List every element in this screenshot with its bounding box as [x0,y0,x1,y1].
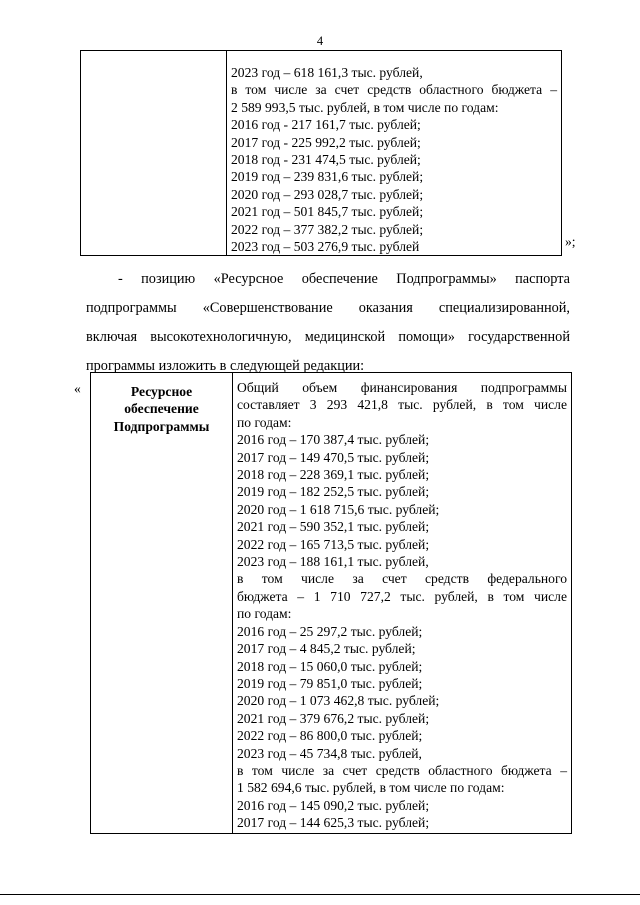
top-table-content-cell [231,64,557,255]
table-line: 2018 год - 231 474,5 тыс. рублей; [231,152,421,168]
table-line: 2023 год – 618 161,3 тыс. рублей, [231,65,423,80]
table-line: 2023 год – 188 161,1 тыс. рублей, [237,554,429,570]
top-table [80,50,562,256]
table-line: 2017 год – 144 625,3 тыс. рублей; [237,815,430,831]
table-line: 1 582 694,6 тыс. рублей, в том числе по годам: [237,780,505,796]
table-line: 2017 год – 4 845,2 тыс. рублей; [237,641,416,657]
table-line: 2018 год – 228 369,1 тыс. рублей; [237,467,430,483]
table-line: 2020 год – 1 073 462,8 тыс. рублей; [237,693,440,709]
row-label-line: Подпрограммы [113,418,210,434]
row-label [91,383,232,435]
table-line: в том числе за счет средств областного бюджета – [237,762,567,778]
closing-quote-mark: »; [565,234,576,249]
amendment-paragraph [86,265,570,381]
table-line: 2017 год - 225 992,2 тыс. рублей; [231,134,421,150]
table-line: в том числе за счет средств федерального [237,571,567,587]
table-line: 2023 год – 45 734,8 тыс. рублей, [237,745,422,761]
table-line: 2021 год – 501 845,7 тыс. рублей; [231,204,424,220]
table-line: 2022 год – 165 713,5 тыс. рублей; [237,536,430,552]
table-line: 2021 год – 379 676,2 тыс. рублей; [237,710,430,726]
table-line: 2016 год – 25 297,2 тыс. рублей; [237,623,423,639]
table-line: 2022 год – 86 800,0 тыс. рублей; [237,728,423,744]
table-line: Общий объем финансирования подпрограммы [237,380,567,395]
table-line: 2019 год – 239 831,6 тыс. рублей; [231,169,424,185]
table-line: 2016 год – 145 090,2 тыс. рублей; [237,797,430,813]
resource-table [90,372,572,834]
table-line: 2023 год – 503 276,9 тыс. рублей [231,239,420,255]
table-line: по годам: [237,606,292,622]
table-line: 2016 год – 170 387,4 тыс. рублей; [237,432,430,448]
table-line: 2019 год – 79 851,0 тыс. рублей; [237,675,423,691]
paragraph-line: - позицию «Ресурсное обеспечение Подпрограммы» паспорта [118,271,570,287]
table-line: 2021 год – 590 352,1 тыс. рублей; [237,519,430,535]
table-line: составляет 3 293 421,8 тыс. рублей, в том числе [237,397,567,413]
table-line: 2019 год – 182 252,5 тыс. рублей; [237,484,430,500]
column-divider [232,373,233,833]
table-line: 2020 год – 293 028,7 тыс. рублей; [231,186,424,202]
table-line: 2020 год – 1 618 715,6 тыс. рублей; [237,501,440,517]
page-bottom-rule [0,894,640,895]
row-label-line: обеспечение [124,401,199,417]
table-line: в том числе за счет средств областного бюджета – [231,82,557,98]
resource-table-content-cell [237,379,567,832]
table-line: 2017 год – 149 470,5 тыс. рублей; [237,449,430,465]
table-line: 2 589 993,5 тыс. рублей, в том числе по годам: [231,99,499,115]
table-line: 2018 год – 15 060,0 тыс. рублей; [237,658,423,674]
column-divider [226,51,227,255]
paragraph-line: программы изложить в следующей редакции: [86,358,365,374]
table-line: бюджета – 1 710 727,2 тыс. рублей, в том числе [237,588,567,604]
opening-quote-mark: « [74,381,81,396]
row-label-line: Ресурсное [130,384,193,399]
page-number: 4 [316,34,324,48]
paragraph-line: подпрограммы «Совершенствование оказания специализированной, [86,300,570,316]
table-line: 2022 год – 377 382,2 тыс. рублей; [231,221,424,237]
paragraph-line: включая высокотехнологичную, медицинской помощи» государственной [86,329,570,345]
table-line: по годам: [237,414,292,430]
table-line: 2016 год - 217 161,7 тыс. рублей; [231,117,421,133]
